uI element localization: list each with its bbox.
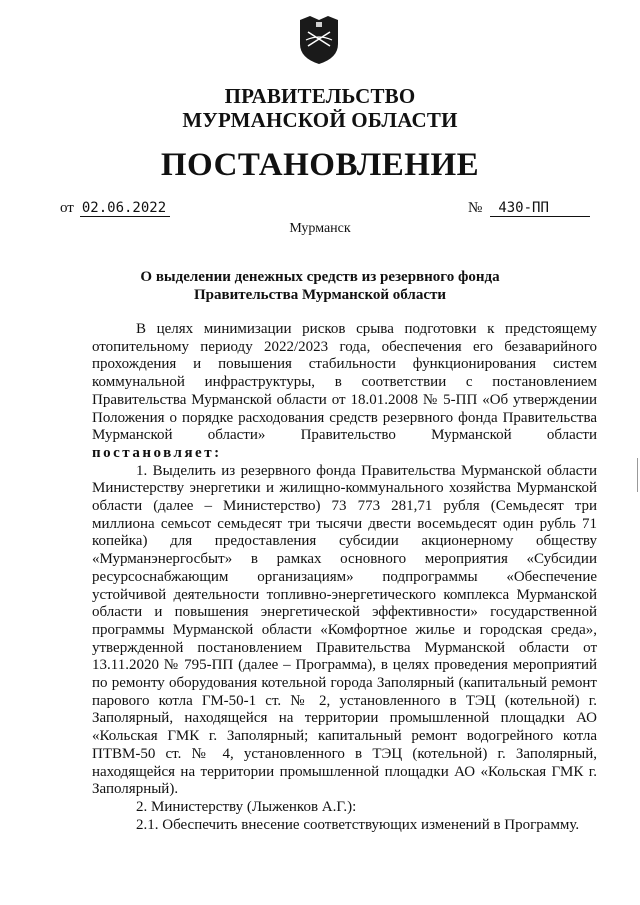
subject-line2: Правительства Мурманской области <box>193 287 447 303</box>
coat-of-arms-icon <box>298 14 340 66</box>
decree-date: 02.06.2022 <box>80 200 170 217</box>
government-title-line1: ПРАВИТЕЛЬСТВО <box>224 84 416 108</box>
margin-mark <box>637 458 638 492</box>
government-title-line2: МУРМАНСКОЙ ОБЛАСТИ <box>182 108 458 132</box>
date-field <box>60 200 170 217</box>
preamble-text: В целях минимизации рисков срыва подготовки к предстоящему отопительному периоду 2022/2023 года, обеспечения его безаварийного прохождения и повышения стабильности функционирования систем коммунальной инфраструктуры, в соответствии с постановлением Правительства Мурманской области от 18.01.2008 № 5-ПП «Об утверждении Положения о порядке расходования средств резервного фонда Правительства Мурманской области» Правительство Мурманской области <box>92 321 597 444</box>
resolves-keyword: постановляет: <box>92 444 222 461</box>
subject-line1: О выделении денежных средств из резервного фонда <box>140 269 500 285</box>
decree-body <box>92 321 597 834</box>
preamble-paragraph <box>92 321 597 463</box>
number-field <box>468 200 590 217</box>
item-2-paragraph: 2. Министерству (Лыженков А.Г.): <box>136 798 357 815</box>
number-prefix: № <box>468 200 483 216</box>
item-1-paragraph: 1. Выделить из резервного фонда Правительства Мурманской области Министерству энергетики и жилищно-коммунального хозяйства Мурманской области (далее – Министерство) 73 773 281,71 рубля (Семьдесят три миллиона семьсот семьдесят три тысячи двести восемьдесят один рубль 71 копейка) для предоставления субсидии акционерному обществу «Мурманэнергосбыт» в рамках основного мероприятия «Субсидии ресурсоснабжающим организациям» подпрограммы «Обеспечение устойчивой деятельности топливно-энергетического комплекса Мурманской области и повышения энергетической эффективности» государственной программы Мурманской области «Комфортное жилье и городская среда», утвержденной постановлением Правительства Мурманской области от 13.11.2020 № 795-ПП (далее – Программа), в целях проведения мероприятий по ремонту оборудования котельной города Заполярный (капитальный ремонт парового котла ГМ-50-1 ст. № 2, установленного в ТЭЦ (котельной) г. Заполярный, находящейся на территории промышленной площадки АО «Кольская ГМК г. Заполярный; капитальный ремонт водогрейного котла ПТВМ-50 ст. № 4, установленного в ТЭЦ (котельной) г. Заполярный, находящейся на территории промышленной площадки АО «Кольская ГМК г. Заполярный). <box>92 462 597 798</box>
item-2-1-paragraph: 2.1. Обеспечить внесение соответствующих изменений в Программу. <box>136 816 580 833</box>
city-name: Мурманск <box>289 221 351 236</box>
date-prefix: от <box>60 200 74 216</box>
decree-number: 430-ПП <box>490 200 590 217</box>
decree-type-title: ПОСТАНОВЛЕНИЕ <box>160 147 480 183</box>
